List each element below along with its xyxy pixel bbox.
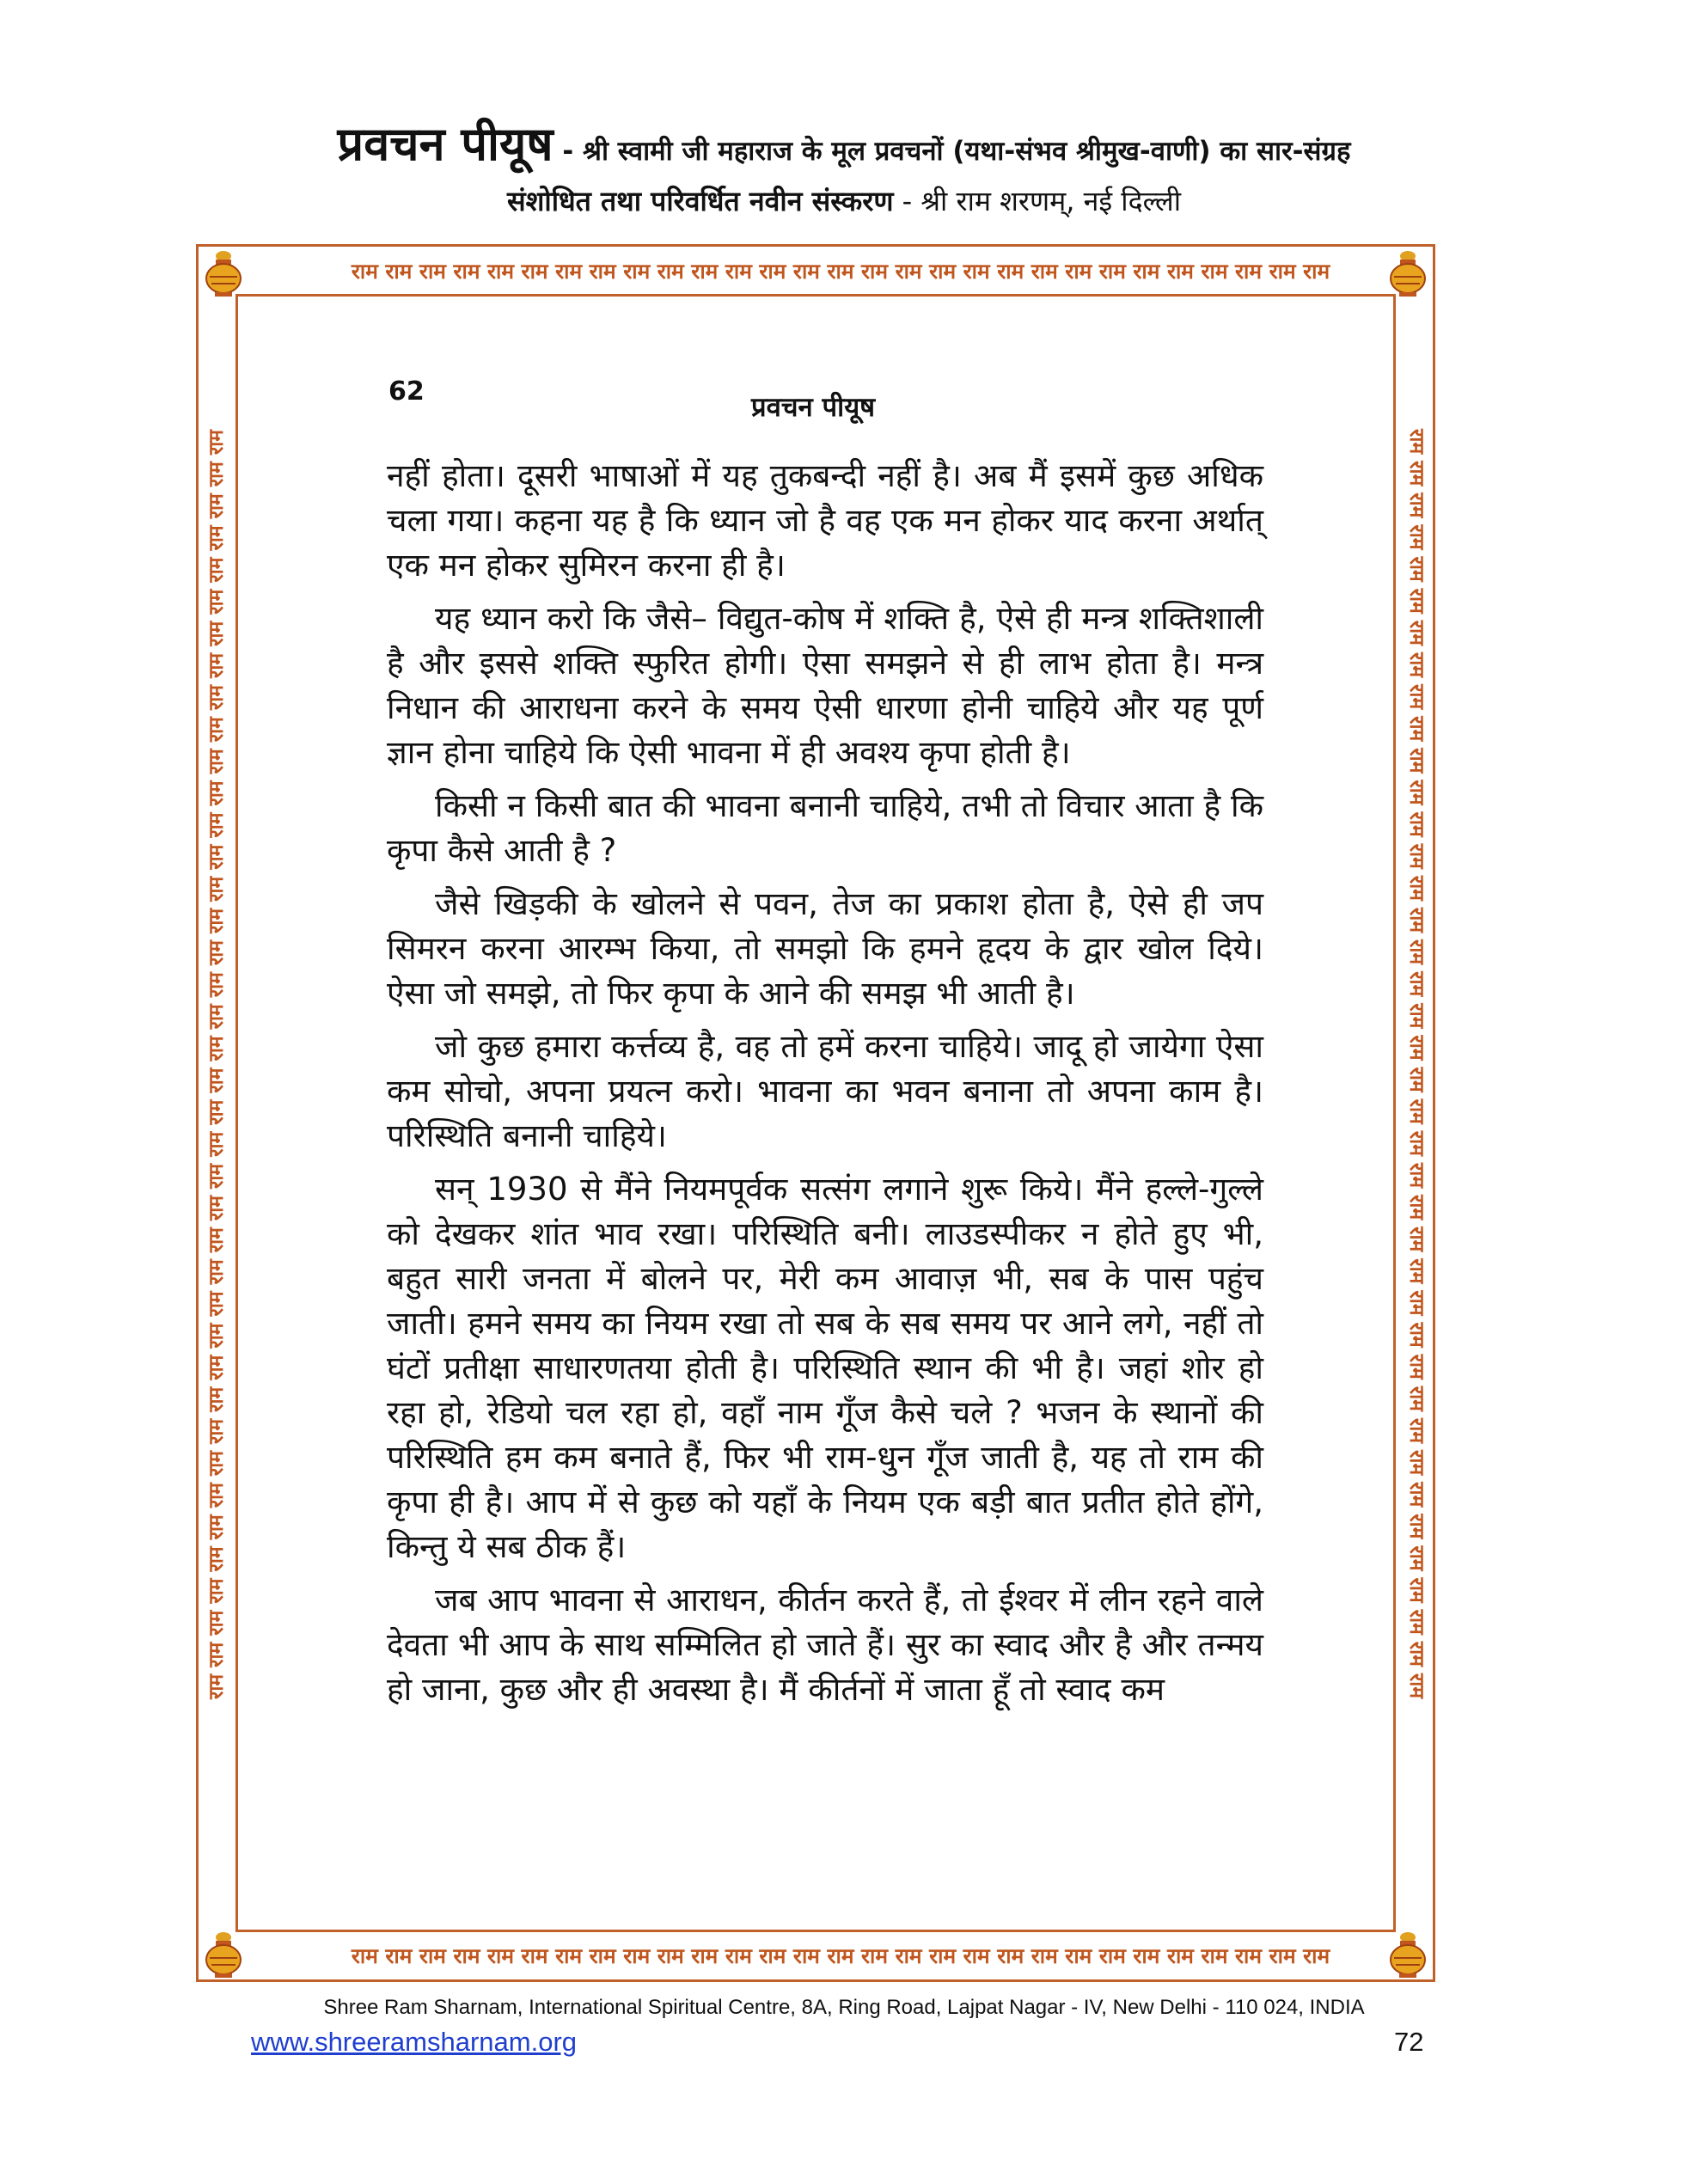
ram-border-left: राम राम राम राम राम राम राम राम राम राम राम राम राम राम राम राम राम राम राम राम राम राम राम राम राम राम राम राम राम राम राम राम राम राम राम राम राम राम राम राम (205, 429, 228, 1699)
ram-border-right: राम राम राम राम राम राम राम राम राम राम राम राम राम राम राम राम राम राम राम राम राम राम राम राम राम राम राम राम राम राम राम राम राम राम राम राम राम राम राम राम (1405, 429, 1428, 1699)
footer-page-number: 72 (1394, 2027, 1424, 2057)
kalash-icon (1385, 1930, 1430, 1979)
document-header (0, 110, 1688, 174)
paragraph: जब आप भावना से आराधन, कीर्तन करते हैं, तो ईश्वर में लीन रहने वाले देवता भी आप के साथ सम्मिलित हो जाते हैं। सुर का स्वाद और है और तन्मय हो जाना, कुछ और ही अवस्था है। मैं कीर्तनों में जाता हूँ तो स्वाद कम (387, 1581, 1263, 1708)
ram-border-top: राम राम राम राम राम राम राम राम राम राम राम राम राम राम राम राम राम राम राम राम राम राम राम राम राम राम राम राम राम (351, 259, 1330, 284)
book-running-head: प्रवचन पीयूष (751, 392, 876, 423)
edition-bold: संशोधित तथा परिवर्धित नवीन संस्करण (507, 185, 894, 217)
header-separator: - (553, 136, 583, 167)
website-link[interactable]: www.shreeramsharnam.org (251, 2027, 578, 2057)
paragraph: जो कुछ हमारा कर्त्तव्य है, वह तो हमें करना चाहिये। जादू हो जायेगा ऐसा कम सोचो, अपना प्रयत्न करो। भावना का भवन बनाना तो अपना काम है। परिस्थिति बनानी चाहिये। (387, 1028, 1263, 1154)
paragraph: जैसे खिड़की के खोलने से पवन, तेज का प्रकाश होता है, ऐसे ही जप सिमरन करना आरम्भ किया, तो समझो कि हमने हृदय के द्वार खोल दिये। ऐसा जो समझे, तो फिर कृपा के आने की समझ भी आती है। (387, 885, 1263, 1012)
edition-rest: - श्री राम शरणम्, नई दिल्ली (893, 185, 1181, 217)
paragraph: सन् 1930 से मैंने नियमपूर्वक सत्संग लगाने शुरू किये। मैंने हल्ले-गुल्ले को देखकर शांत भाव रखा। परिस्थिति बनी। लाउडस्पीकर न होते हुए भी, बहुत सारी जनता में बोलने पर, मेरी कम आवाज़ भी, सब के पास पहुंच जाती। हमने समय का नियम रखा तो सब के सब समय पर आने लगे, नहीं तो घंटों प्रतीक्षा साधारणतया होती है। परिस्थिति स्थान की भी है। जहां शोर हो रहा हो, रेडियो चल रहा हो, वहाँ नाम गूँज कैसे चले ? भजन के स्थानों की परिस्थिति हम कम बनाते हैं, फिर भी राम-धुन गूँज जाती है, यह तो राम की कृपा ही है। आप में से कुछ को यहाँ के नियम एक बड़ी बात प्रतीत होते होंगे, किन्तु ये सब ठीक हैं। (387, 1171, 1263, 1565)
paragraph: किसी न किसी बात की भावना बनानी चाहिये, तभी तो विचार आता है कि कृपा कैसे आती है ? (387, 787, 1263, 869)
book-body-text (387, 454, 1263, 1712)
footer-address: Shree Ram Sharnam, International Spiritual Centre, 8A, Ring Road, Lajpat Nagar - IV, New Delhi - 110 024, INDIA (323, 1996, 1365, 2019)
ram-border-bottom: राम राम राम राम राम राम राम राम राम राम राम राम राम राम राम राम राम राम राम राम राम राम राम राम राम राम राम राम राम (351, 1943, 1330, 1968)
paragraph: यह ध्यान करो कि जैसे– विद्युत-कोष में शक्ति है, ऐसे ही मन्त्र शक्तिशाली है और इससे शक्ति स्फुरित होगी। ऐसा समझने से ही लाभ होता है। मन्त्र निधान की आराधना करने के समय ऐसी धारणा होनी चाहिये और यह पूर्ण ज्ञान होना चाहिये कि ऐसी भावना में ही अवश्य कृपा होती है। (387, 600, 1263, 771)
header-subtitle: श्री स्वामी जी महाराज के मूल प्रवचनों (यथा-संभव श्रीमुख-वाणी) का सार-संग्रह (583, 136, 1351, 167)
header-title: प्रवचन पीयूष (337, 117, 553, 171)
book-page-number: 62 (388, 376, 425, 407)
kalash-icon (201, 1930, 246, 1979)
kalash-icon (201, 249, 246, 297)
kalash-icon (1385, 249, 1430, 297)
paragraph: नहीं होता। दूसरी भाषाओं में यह तुकबन्दी नहीं है। अब मैं इसमें कुछ अधिक चला गया। कहना यह है कि ध्यान जो है वह एक मन होकर याद करना अर्थात् एक मन होकर सुमिरन करना ही है। (387, 457, 1263, 584)
edition-line (0, 182, 1688, 219)
